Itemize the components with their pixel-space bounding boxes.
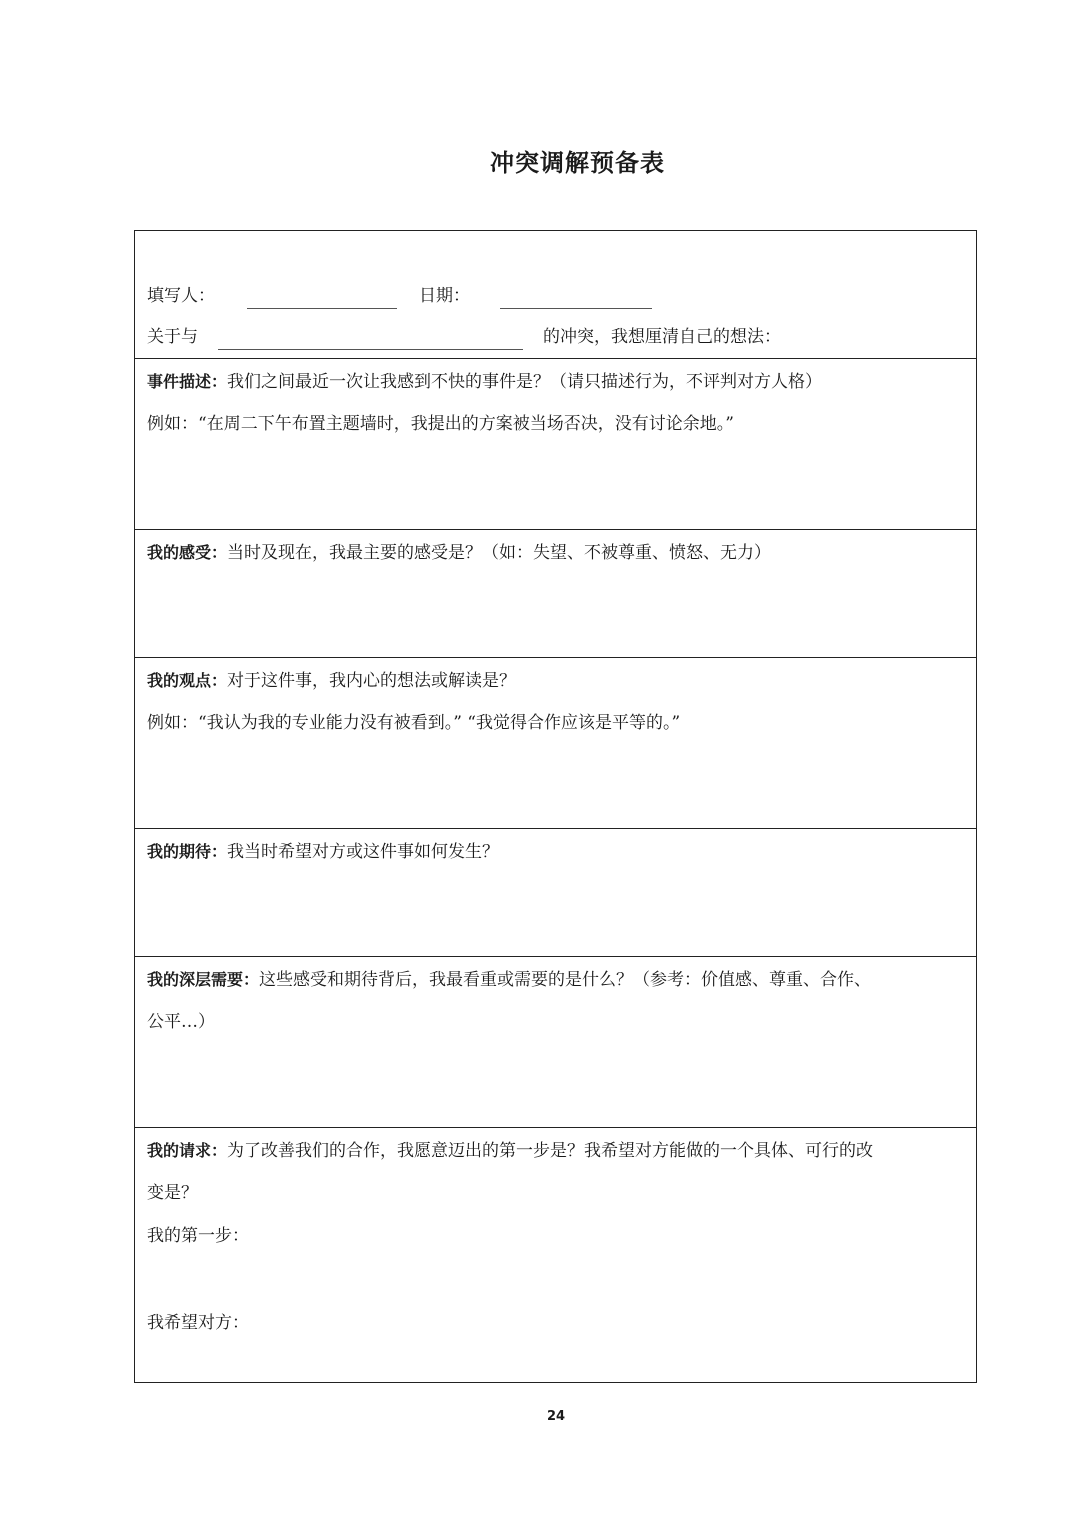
expectation-label: 我的期待： — [147, 842, 228, 861]
needs-prompt-cont: 公平…） — [147, 1012, 215, 1032]
section-feeling[interactable] — [135, 530, 976, 658]
event-prompt-line — [147, 369, 822, 395]
date-label: 日期： — [419, 286, 470, 306]
request-label: 我的请求： — [147, 1141, 228, 1160]
form-header-row — [135, 231, 976, 359]
request-prompt: 为了改善我们的合作，我愿意迈出的第一步是？我希望对方能做的一个具体、可行的改 — [227, 1141, 874, 1161]
section-view[interactable] — [135, 658, 976, 829]
hope-other-label: 我希望对方： — [147, 1313, 249, 1333]
view-prompt: 对于这件事，我内心的想法或解读是？ — [227, 671, 517, 691]
request-prompt-line — [147, 1138, 873, 1164]
filler-label: 填写人： — [147, 286, 215, 306]
filler-date-line — [147, 283, 652, 309]
needs-label: 我的深层需要： — [147, 970, 260, 989]
section-expectation[interactable] — [135, 829, 976, 957]
request-prompt-cont: 变是？ — [147, 1183, 198, 1203]
feeling-prompt-line — [147, 540, 771, 566]
needs-prompt: 这些感受和期待背后，我最看重或需要的是什么？（参考：价值感、尊重、合作、 — [259, 970, 872, 990]
conflict-form-table — [134, 230, 977, 1383]
about-line — [147, 324, 781, 350]
view-label: 我的观点： — [147, 671, 228, 690]
section-event[interactable] — [135, 359, 976, 530]
feeling-label: 我的感受： — [147, 543, 228, 562]
needs-prompt-line — [147, 967, 871, 993]
event-prompt: 我们之间最近一次让我感到不快的事件是？（请只描述行为，不评判对方人格） — [227, 372, 823, 392]
page-title: 冲突调解预备表 — [490, 149, 665, 177]
section-request[interactable] — [135, 1128, 976, 1382]
filler-name-field[interactable] — [247, 290, 397, 309]
conflict-party-field[interactable] — [218, 331, 523, 350]
event-example: 例如：“在周二下午布置主题墙时，我提出的方案被当场否决，没有讨论余地。” — [147, 414, 734, 434]
about-prefix: 关于与 — [147, 327, 198, 347]
date-field[interactable] — [500, 290, 652, 309]
my-step-label: 我的第一步： — [147, 1226, 249, 1246]
page-number: 24 — [546, 1409, 566, 1424]
section-needs[interactable] — [135, 957, 976, 1128]
view-example: 例如：“我认为我的专业能力没有被看到。” “我觉得合作应该是平等的。” — [147, 713, 681, 733]
about-suffix: 的冲突，我想厘清自己的想法： — [543, 327, 781, 347]
expectation-prompt-line — [147, 839, 499, 865]
view-prompt-line — [147, 668, 516, 694]
event-label: 事件描述： — [147, 372, 228, 391]
expectation-prompt: 我当时希望对方或这件事如何发生？ — [227, 842, 500, 862]
feeling-prompt: 当时及现在，我最主要的感受是？（如：失望、不被尊重、愤怒、无力） — [227, 543, 772, 563]
